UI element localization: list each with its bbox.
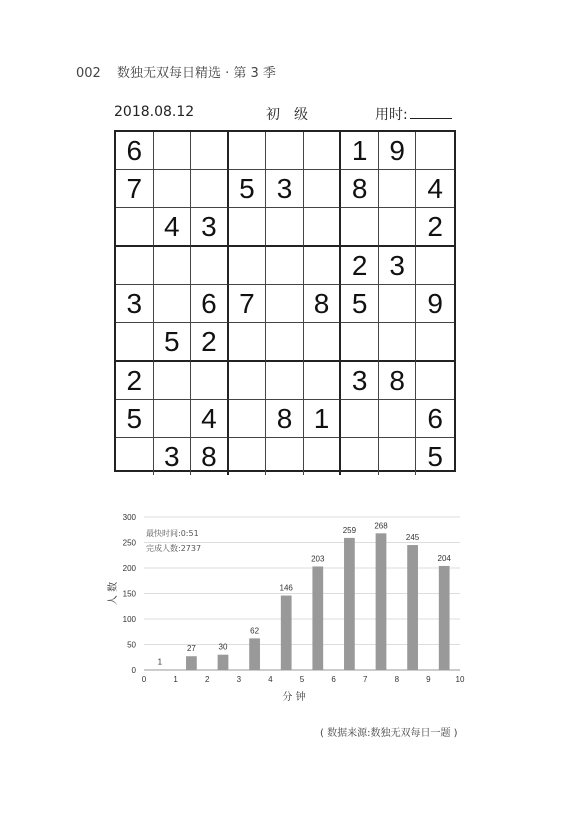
sudoku-cell: 6 [416,400,454,438]
sudoku-cell: 3 [341,362,379,400]
sudoku-cell: 4 [154,208,192,247]
sudoku-cell [154,247,192,285]
sudoku-cell: 5 [116,400,154,438]
sudoku-grid [114,130,456,472]
sudoku-cell [266,323,304,362]
sudoku-cell: 3 [191,208,229,247]
x-tick-label: 1 [173,675,178,684]
x-tick-label: 5 [299,675,305,684]
completion-time-chart [104,505,474,705]
sudoku-cell [304,438,342,475]
sudoku-cell: 8 [304,285,342,323]
sudoku-cell: 5 [229,170,267,208]
bar [439,566,450,670]
x-tick-label: 3 [236,675,242,684]
sudoku-cell [341,208,379,247]
bar-value-label: 62 [250,626,260,636]
completion-count-annotation: 完成人数:2737 [146,544,202,553]
bar [344,538,355,670]
bar-value-label: 259 [342,525,357,535]
x-tick-label: 10 [455,675,465,684]
bar-value-label: 245 [405,533,420,543]
sudoku-cell [154,132,192,170]
bar-value-label: 204 [437,553,451,563]
bar-value-label: 30 [218,642,228,652]
y-tick-label: 250 [122,538,136,548]
sudoku-cell: 6 [116,132,154,170]
sudoku-cell: 6 [191,285,229,323]
sudoku-cell [266,362,304,400]
sudoku-cell: 1 [341,132,379,170]
sudoku-cell [191,247,229,285]
y-tick-label: 200 [122,564,136,573]
difficulty-level: 初级 [266,107,322,123]
y-tick-label: 0 [131,666,136,675]
sudoku-cell: 9 [416,285,454,323]
sudoku-cell [154,400,192,438]
sudoku-cell: 5 [154,323,192,362]
bar-value-label: 146 [279,583,293,593]
sudoku-cell [416,247,454,285]
page-number: 002 [76,66,101,81]
sudoku-cell [304,170,342,208]
sudoku-cell [266,132,304,170]
sudoku-cell [229,362,267,400]
sudoku-cell [379,170,417,208]
sudoku-cell [229,400,267,438]
sudoku-cell: 4 [416,170,454,208]
sudoku-cell: 7 [229,285,267,323]
sudoku-cell [304,247,342,285]
sudoku-cell [116,247,154,285]
y-tick-label: 50 [127,640,136,650]
sudoku-cell [191,362,229,400]
bar-value-label: 203 [311,554,325,564]
sudoku-cell: 5 [341,285,379,323]
sudoku-cell [116,208,154,247]
sudoku-cell [304,132,342,170]
sudoku-cell [341,323,379,362]
sudoku-cell: 4 [191,400,229,438]
x-axis-label: 分 钟 [282,692,306,703]
book-title: 数独无双每日精选 · 第 3 季 [116,66,276,81]
sudoku-cell [341,438,379,475]
bar [186,656,197,670]
sudoku-cell [304,362,342,400]
fastest-time-annotation: 最快时间:0:51 [146,529,199,538]
time-blank [410,106,452,119]
sudoku-cell: 2 [191,323,229,362]
sudoku-cell [116,438,154,475]
sudoku-cell: 3 [116,285,154,323]
sudoku-cell: 3 [154,438,192,475]
sudoku-cell [154,362,192,400]
sudoku-cell: 1 [304,400,342,438]
sudoku-cell [379,323,417,362]
sudoku-cell [116,323,154,362]
time-field [375,104,452,124]
sudoku-cell [229,438,267,475]
sudoku-cell [304,323,342,362]
bar [218,655,229,670]
sudoku-cell [266,438,304,475]
sudoku-cell: 3 [266,170,304,208]
x-tick-label: 7 [362,675,368,684]
bar [407,545,418,670]
x-tick-label: 0 [141,675,147,684]
sudoku-cell [154,285,192,323]
sudoku-cell: 5 [427,441,443,472]
sudoku-cell [229,208,267,247]
sudoku-cell [416,132,454,170]
y-tick-label: 300 [122,513,136,522]
x-tick-label: 8 [394,675,400,684]
sudoku-cell [379,208,417,247]
bar-value-label: 268 [374,521,388,531]
sudoku-cell: 9 [379,132,417,170]
sudoku-cell: 2 [341,247,379,285]
sudoku-cell: 3 [379,247,417,285]
bar [154,669,165,670]
bar [312,566,323,670]
bar [281,596,292,670]
bar-value-label: 27 [186,644,196,654]
sudoku-cell [341,400,379,438]
bar [249,638,260,670]
sudoku-cell: 8 [341,170,379,208]
sudoku-cell [416,323,454,362]
sudoku-cell: 8 [191,438,229,475]
data-source: ( 数据来源:数独无双每日一题 ) [320,728,458,739]
sudoku-cell [191,132,229,170]
sudoku-cell [229,247,267,285]
x-tick-label: 9 [426,675,431,684]
sudoku-cell [154,170,192,208]
sudoku-cell [266,285,304,323]
bar-value-label: 1 [157,657,163,667]
x-tick-label: 6 [331,675,336,684]
sudoku-cell [266,208,304,247]
y-tick-label: 150 [122,589,136,599]
sudoku-cell: 2 [416,208,454,247]
sudoku-cell [191,170,229,208]
sudoku-cell [304,208,342,247]
sudoku-cell [379,400,417,438]
x-tick-label: 4 [268,675,273,684]
time-label: 用时: [375,107,408,123]
sudoku-cell [416,362,454,400]
sudoku-cell [229,132,267,170]
sudoku-cell [379,438,417,475]
sudoku-cell [266,247,304,285]
bar [376,533,387,670]
y-axis-label: 人 数 [108,581,119,606]
sudoku-cell: 8 [266,400,304,438]
page-header [76,62,276,81]
sudoku-cell: 2 [116,362,154,400]
sudoku-cell: 8 [379,362,417,400]
x-tick-label: 2 [204,675,210,684]
sudoku-cell [379,285,417,323]
sudoku-cell: 7 [116,170,154,208]
puzzle-date: 2018.08.12 [114,104,195,120]
y-tick-label: 100 [122,615,136,624]
sudoku-cell [229,323,267,362]
